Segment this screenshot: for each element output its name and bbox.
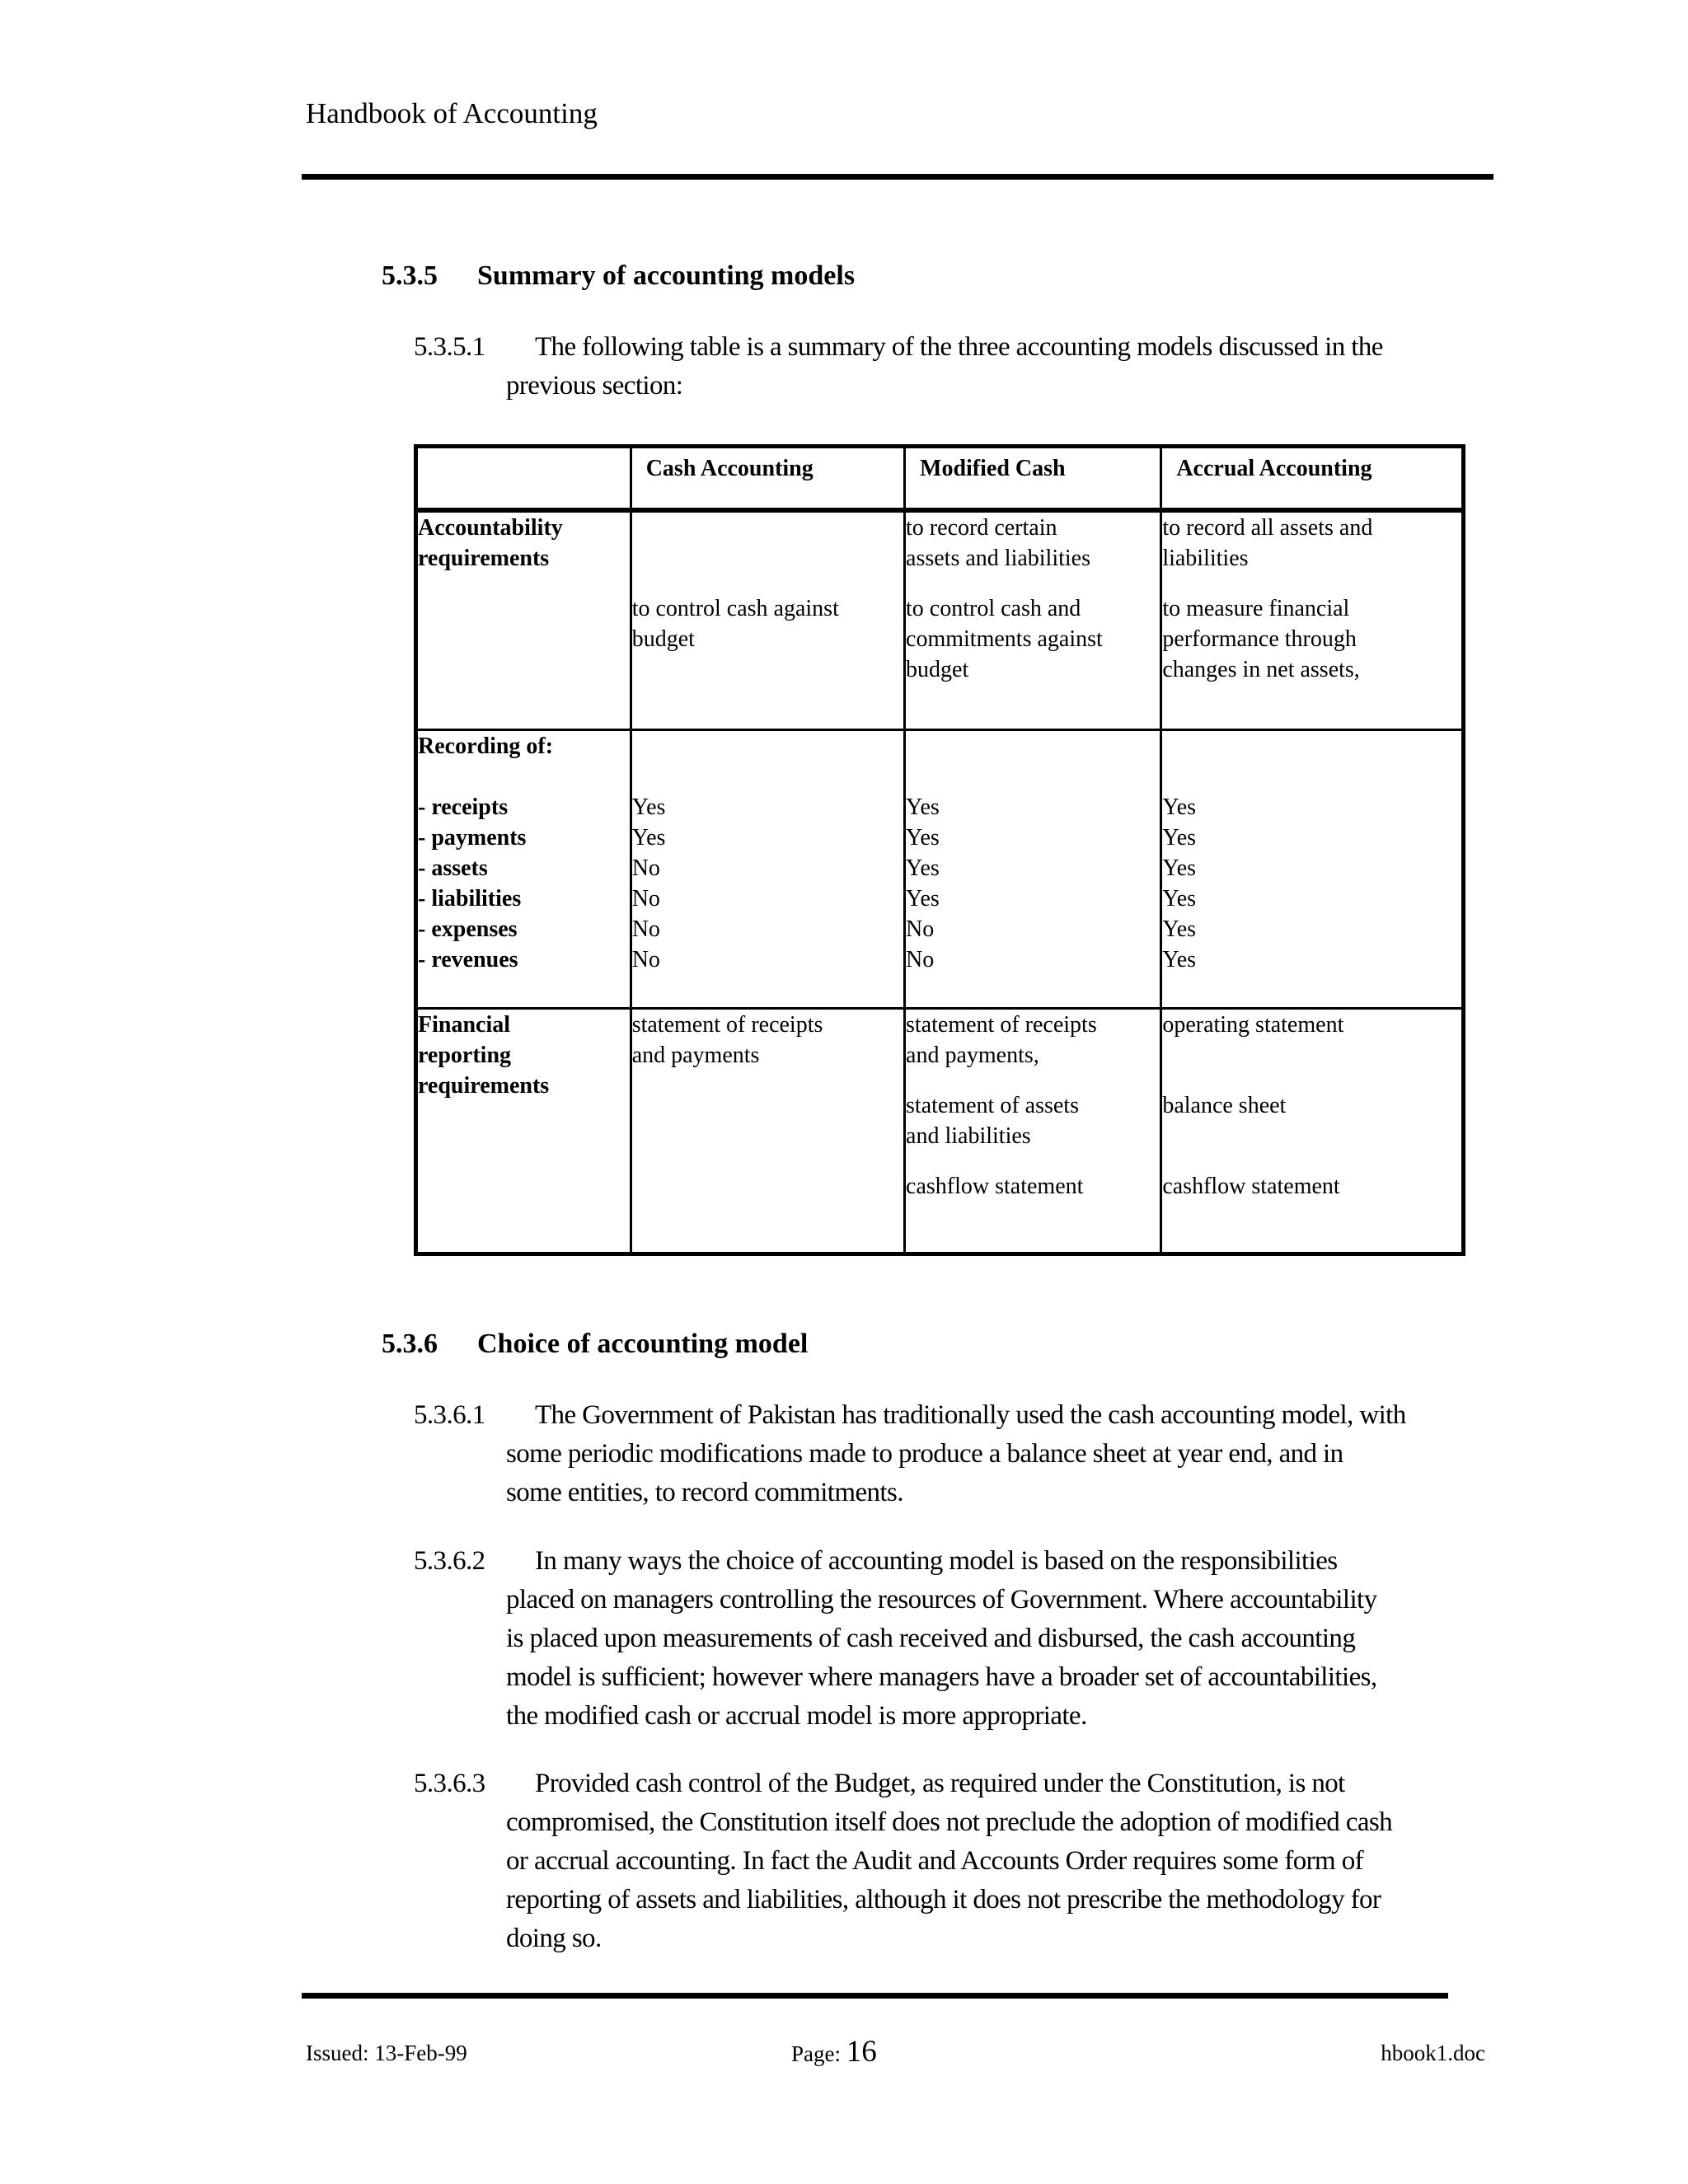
- cell-line: and liabilities: [906, 1122, 1031, 1149]
- row-label-line: - expenses: [418, 916, 518, 942]
- footer-filename: hbook1.doc: [1381, 2041, 1485, 2065]
- cell-line: [632, 762, 903, 792]
- table-row-financial-reporting: [416, 1008, 1464, 1254]
- cell-line: [1162, 1071, 1461, 1090]
- row-label-line: - assets: [418, 855, 488, 881]
- cell-value: Yes: [631, 824, 666, 851]
- cell-line: [1162, 762, 1461, 792]
- paragraph-5-3-6-1: [414, 1396, 1502, 1520]
- paragraph-line: The Government of Pakistan has traditionally used the cash accounting model, with: [535, 1400, 1406, 1430]
- cell-value: No: [631, 946, 660, 972]
- footer-rule: [302, 1993, 1448, 1999]
- row-label-line: - revenues: [418, 946, 518, 972]
- paragraph-line: In many ways the choice of accounting model is based on the responsibilities: [535, 1546, 1338, 1576]
- cell-line: [1162, 574, 1461, 593]
- paragraph-5-3-6-3: [414, 1765, 1502, 1962]
- section-heading-5-3-6: [382, 1329, 1371, 1365]
- row-label-line: Financial: [418, 1011, 511, 1038]
- cell-value: Yes: [1162, 794, 1197, 820]
- table-header-row: [416, 447, 1464, 511]
- cell-value: Yes: [1162, 885, 1197, 912]
- paragraph-line: previous section:: [506, 371, 683, 401]
- footer-page-label: Page:: [791, 2041, 841, 2066]
- cell-line: [906, 731, 1160, 762]
- cell-line: and payments: [631, 1042, 760, 1068]
- cell-line: liabilities: [1162, 546, 1249, 571]
- row-label-line: reporting: [418, 1042, 512, 1068]
- cell-line: statement of receipts: [906, 1011, 1097, 1038]
- cell-value: Yes: [1162, 855, 1197, 881]
- cell-line: to control cash against: [631, 596, 839, 621]
- cell-line: to record certain: [906, 515, 1057, 541]
- cell-value: No: [906, 916, 935, 942]
- cell-line: [632, 513, 903, 543]
- paragraph-number: 5.3.6.3: [414, 1769, 485, 1798]
- paragraph-5-3-5-1: [414, 328, 1485, 410]
- footer-issued-label: Issued:: [306, 2041, 369, 2065]
- cell-line: [632, 574, 903, 593]
- cell-value: Yes: [906, 824, 940, 851]
- row-label-recording: [416, 729, 631, 1008]
- cell-line: changes in net assets,: [1162, 657, 1360, 682]
- running-header-title: Handbook of Accounting: [306, 97, 598, 129]
- cell-line: cashflow statement: [906, 1173, 1084, 1199]
- section-title: Choice of accounting model: [477, 1329, 809, 1359]
- paragraph-line: some periodic modifications made to produce a balance sheet at year end, and in: [506, 1439, 1343, 1469]
- cell-line: assets and liabilities: [906, 546, 1090, 571]
- section-number: 5.3.6: [382, 1329, 438, 1359]
- row-label-line: - receipts: [418, 794, 509, 820]
- cell-value: Yes: [1162, 946, 1197, 972]
- footer-issued: [306, 2041, 467, 2066]
- cell-recording-accrual: [1161, 729, 1464, 1008]
- cell-value: Yes: [1162, 916, 1197, 942]
- cell-value: Yes: [906, 885, 940, 912]
- cell-line: to control cash and: [906, 596, 1081, 621]
- table-header-modified-cash: Modified Cash: [905, 447, 1161, 511]
- paragraph-number: 5.3.6.2: [414, 1546, 485, 1576]
- cell-line: [1162, 1121, 1461, 1151]
- cell-value: No: [631, 916, 660, 942]
- row-label-line: [418, 762, 630, 792]
- cell-line: to record all assets and: [1162, 515, 1373, 541]
- cell-line: statement of assets: [906, 1092, 1079, 1118]
- paragraph-line: some entities, to record commitments.: [506, 1478, 903, 1507]
- cell-line: budget: [906, 657, 969, 682]
- paragraph-number: 5.3.6.1: [414, 1400, 485, 1430]
- paragraph-line: doing so.: [506, 1924, 602, 1953]
- table-header-accrual-accounting: Accrual Accounting: [1161, 447, 1464, 511]
- row-label-line: - liabilities: [418, 885, 522, 912]
- cell-value: No: [906, 946, 935, 972]
- cell-line: performance through: [1162, 626, 1357, 652]
- cell-accountability-cash: [631, 510, 904, 729]
- cell-line: [906, 762, 1160, 792]
- table-header-cash-accounting: Cash Accounting: [631, 447, 904, 511]
- cell-line: [632, 731, 903, 762]
- cell-value: Yes: [906, 794, 940, 820]
- paragraph-line: Provided cash control of the Budget, as required under the Constitution, is not: [535, 1769, 1345, 1798]
- footer-page: [791, 2034, 877, 2069]
- row-label-line: - payments: [418, 824, 527, 851]
- cell-financial-reporting-modified: [905, 1008, 1161, 1254]
- paragraph-line: reporting of assets and liabilities, although it does not prescribe the methodology for: [506, 1885, 1381, 1915]
- cell-recording-modified: [905, 729, 1161, 1008]
- paragraph-line: the modified cash or accrual model is more appropriate.: [506, 1701, 1087, 1731]
- section-heading-5-3-5: [382, 260, 1371, 297]
- paragraph-line: placed on managers controlling the resources of Government. Where accountability: [506, 1585, 1377, 1615]
- cell-line: balance sheet: [1162, 1092, 1287, 1118]
- header-rule: [302, 174, 1493, 180]
- cell-line: [1162, 1151, 1461, 1171]
- row-label-accountability: [416, 510, 631, 729]
- cell-accountability-accrual: [1161, 510, 1464, 729]
- footer-page-number: 16: [846, 2035, 877, 2069]
- section-number: 5.3.5: [382, 260, 438, 291]
- paragraph-line: or accrual accounting. In fact the Audit and Accounts Order requires some form of: [506, 1846, 1364, 1876]
- cell-line: operating statement: [1162, 1011, 1344, 1038]
- cell-financial-reporting-cash: [631, 1008, 904, 1254]
- cell-line: [1162, 731, 1461, 762]
- cell-line: [632, 543, 903, 574]
- table-row-recording: [416, 729, 1464, 1008]
- row-label-line: requirements: [418, 546, 550, 571]
- cell-value: Yes: [906, 855, 940, 881]
- row-label-financial-reporting: [416, 1008, 631, 1254]
- cell-line: and payments,: [906, 1042, 1039, 1068]
- accounting-models-summary-table: [414, 444, 1465, 1256]
- section-title: Summary of accounting models: [477, 260, 856, 291]
- cell-recording-cash: [631, 729, 904, 1008]
- table-header-cell-empty: [416, 447, 631, 511]
- cell-line: [906, 1151, 1160, 1171]
- row-label-line: Recording of:: [418, 733, 554, 759]
- cell-line: [906, 1071, 1160, 1090]
- cell-value: No: [631, 885, 660, 912]
- footer-issued-date: 13-Feb-99: [374, 2041, 467, 2065]
- row-label-line: requirements: [418, 1072, 550, 1099]
- paragraph-5-3-6-2: [414, 1542, 1502, 1740]
- cell-line: cashflow statement: [1162, 1173, 1340, 1199]
- cell-value: Yes: [631, 794, 666, 820]
- cell-financial-reporting-accrual: [1161, 1008, 1464, 1254]
- paragraph-number: 5.3.5.1: [414, 332, 485, 362]
- cell-line: commitments against: [906, 626, 1103, 652]
- cell-line: budget: [631, 626, 695, 652]
- cell-line: statement of receipts: [631, 1011, 823, 1038]
- paragraph-line: is placed upon measurements of cash received and disbursed, the cash accounting: [506, 1624, 1356, 1653]
- cell-value: Yes: [1162, 824, 1197, 851]
- cell-line: [1162, 1040, 1461, 1071]
- paragraph-line: compromised, the Constitution itself does not preclude the adoption of modified cash: [506, 1807, 1393, 1837]
- table-row-accountability: [416, 510, 1464, 729]
- cell-value: No: [631, 855, 660, 881]
- paragraph-line: The following table is a summary of the three accounting models discussed in the: [535, 332, 1383, 362]
- row-label-line: Accountability: [418, 515, 563, 541]
- cell-line: to measure financial: [1162, 596, 1350, 621]
- cell-line: [906, 574, 1160, 593]
- paragraph-line: model is sufficient; however where managers have a broader set of accountabilities,: [506, 1662, 1377, 1692]
- cell-accountability-modified: [905, 510, 1161, 729]
